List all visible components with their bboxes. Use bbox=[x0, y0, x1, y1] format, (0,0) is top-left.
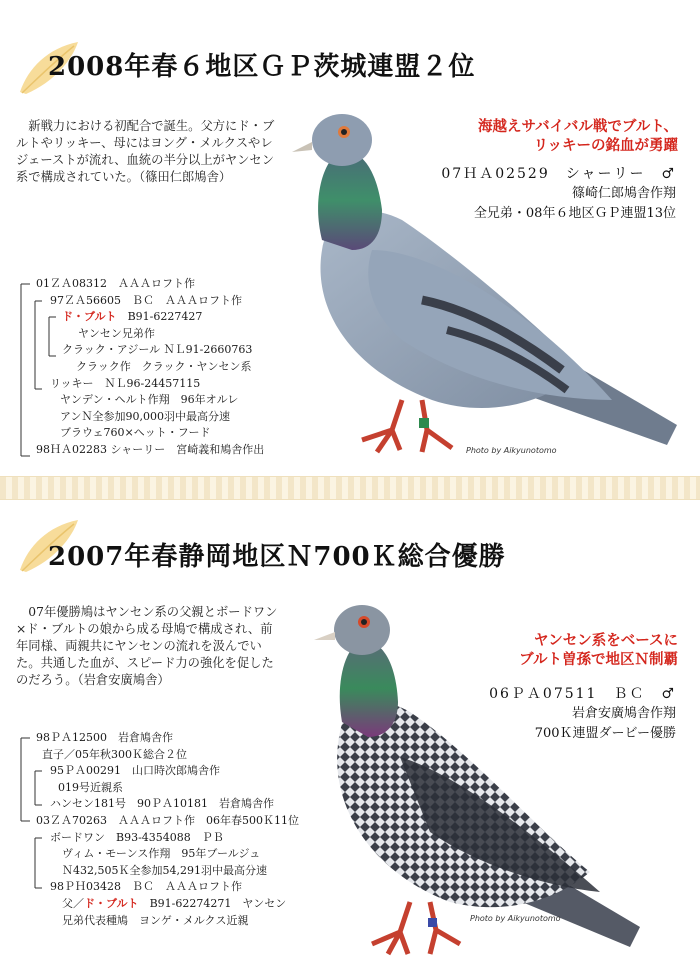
pedigree-line: ヤンデン・ヘルト作翔 96年オルレ bbox=[60, 393, 239, 407]
ring-number: B91-6227427 bbox=[127, 310, 203, 324]
loft-name: 岩倉安廣鳩舎作翔 bbox=[571, 706, 676, 721]
pedigree-line: 98ＰＨ03428 ＢＣ ＡＡＡロフト作 bbox=[50, 880, 242, 894]
catch-line: リッキーの銘血が勇躍 bbox=[533, 138, 678, 154]
loft-name: 篠崎仁郎鳩舎作翔 bbox=[571, 186, 676, 201]
ring-number: 07ＨＡ02529 シャーリー ♂ bbox=[441, 166, 676, 182]
article-section-2007 bbox=[0, 500, 700, 973]
pedigree-line: Ｎ432,505Ｋ全参加54,291羽中最高分速 bbox=[62, 863, 267, 877]
catch-copy bbox=[478, 118, 678, 156]
pedigree-chart bbox=[18, 730, 299, 929]
pedigree-line: アンＮ全参加90,000羽中最高分速 bbox=[60, 409, 231, 423]
pedigree-line: 兄弟代表種鳩 ヨンゲ・メルクス近親 bbox=[62, 913, 249, 927]
pedigree-chart bbox=[18, 276, 264, 459]
highlight-name: ド・ブルト bbox=[62, 310, 117, 324]
pedigree-line: ハンセン181号 90ＰＡ10181 岩倉鳩舎作 bbox=[50, 797, 274, 811]
father-label: 父／ bbox=[62, 896, 84, 910]
pedigree-line: 01ＺＡ08312 ＡＡＡロフト作 bbox=[36, 277, 195, 290]
catch-line: ヤンセン系をベースに bbox=[533, 633, 678, 649]
pedigree-line: 98ＨＡ02283 シャーリー 宮崎義和鳩舎作出 bbox=[36, 442, 265, 456]
page-title: 2007年春静岡地区Ｎ700Ｋ総合優勝 bbox=[48, 542, 506, 572]
pedigree-line: 直子／05年秋300Ｋ総合２位 bbox=[42, 747, 187, 761]
pedigree-line: クラック作 クラック・ヤンセン系 bbox=[76, 359, 252, 373]
pedigree-line: リッキー ＮＬ96-24457115 bbox=[50, 376, 201, 390]
ring-number: B91-62274271 ヤンセン bbox=[149, 896, 287, 910]
article-section-2008 bbox=[0, 0, 700, 476]
catch-line: 海越えサバイバル戦でブルト、 bbox=[478, 119, 678, 135]
catch-line: ブルト曽孫で地区Ｎ制覇 bbox=[519, 652, 678, 668]
intro-paragraph: 07年優勝鳩はヤンセン系の父親とボードワン×ド・ブルトの娘から成る母鳩で構成され、前年同様、両親共にヤンセンの流れを汲んでいた。共通した血が、スピード力の強化を促したのだろう。（岩倉安廣鳩舎） bbox=[16, 605, 278, 687]
intro-paragraph: 新戦力における初配合で誕生。父方にド・ブルトやリッキー、母にはヨング・メルクスやレジェーストが流れ、血統の半分以上がヤンセン系で構成されていた。（篠田仁郎鳩舎） bbox=[16, 119, 275, 184]
pedigree-line: 97ＺＡ56605 ＢＣ ＡＡＡロフト作 bbox=[50, 293, 242, 307]
section-divider bbox=[0, 476, 700, 500]
pedigree-line: クラック・アジール ＮＬ91-2660763 bbox=[62, 343, 253, 357]
bird-info bbox=[441, 164, 676, 224]
pedigree-line: 03ＺＡ70263 ＡＡＡロフト作 06年春500Ｋ11位 bbox=[36, 813, 299, 827]
pedigree-line: 019号近親系 bbox=[58, 780, 123, 794]
ring-number: 06ＰＡ07511 ＢＣ ♂ bbox=[489, 686, 676, 702]
pedigree-line: ヤンセン兄弟作 bbox=[78, 326, 155, 340]
pedigree-line bbox=[18, 309, 264, 326]
pedigree-line bbox=[18, 896, 299, 913]
pedigree-line: 95ＰＡ00291 山口時次郎鳩舎作 bbox=[50, 764, 220, 778]
bird-info bbox=[489, 684, 676, 744]
achievement-note: 700Ｋ連盟ダービー優勝 bbox=[534, 726, 676, 741]
pedigree-line: ヴィム・モーンス作翔 95年ブールジュ bbox=[62, 847, 261, 861]
pedigree-line: ブラウェ760×ヘット・フード bbox=[60, 426, 211, 440]
highlight-name: ド・ブルト bbox=[84, 896, 139, 910]
achievement-note: 全兄弟・08年６地区ＧＰ連盟13位 bbox=[473, 206, 676, 221]
catch-copy bbox=[519, 632, 678, 670]
pedigree-line: ボードワン B93-4354088 ＰＢ bbox=[50, 830, 224, 844]
page-title: 2008年春６地区ＧＰ茨城連盟２位 bbox=[48, 52, 476, 82]
photo-credit: Photo by Aikyunotomo bbox=[470, 914, 561, 923]
photo-credit: Photo by Aikyunotomo bbox=[466, 446, 557, 455]
pedigree-line: 98ＰＡ12500 岩倉鳩舎作 bbox=[36, 731, 173, 744]
